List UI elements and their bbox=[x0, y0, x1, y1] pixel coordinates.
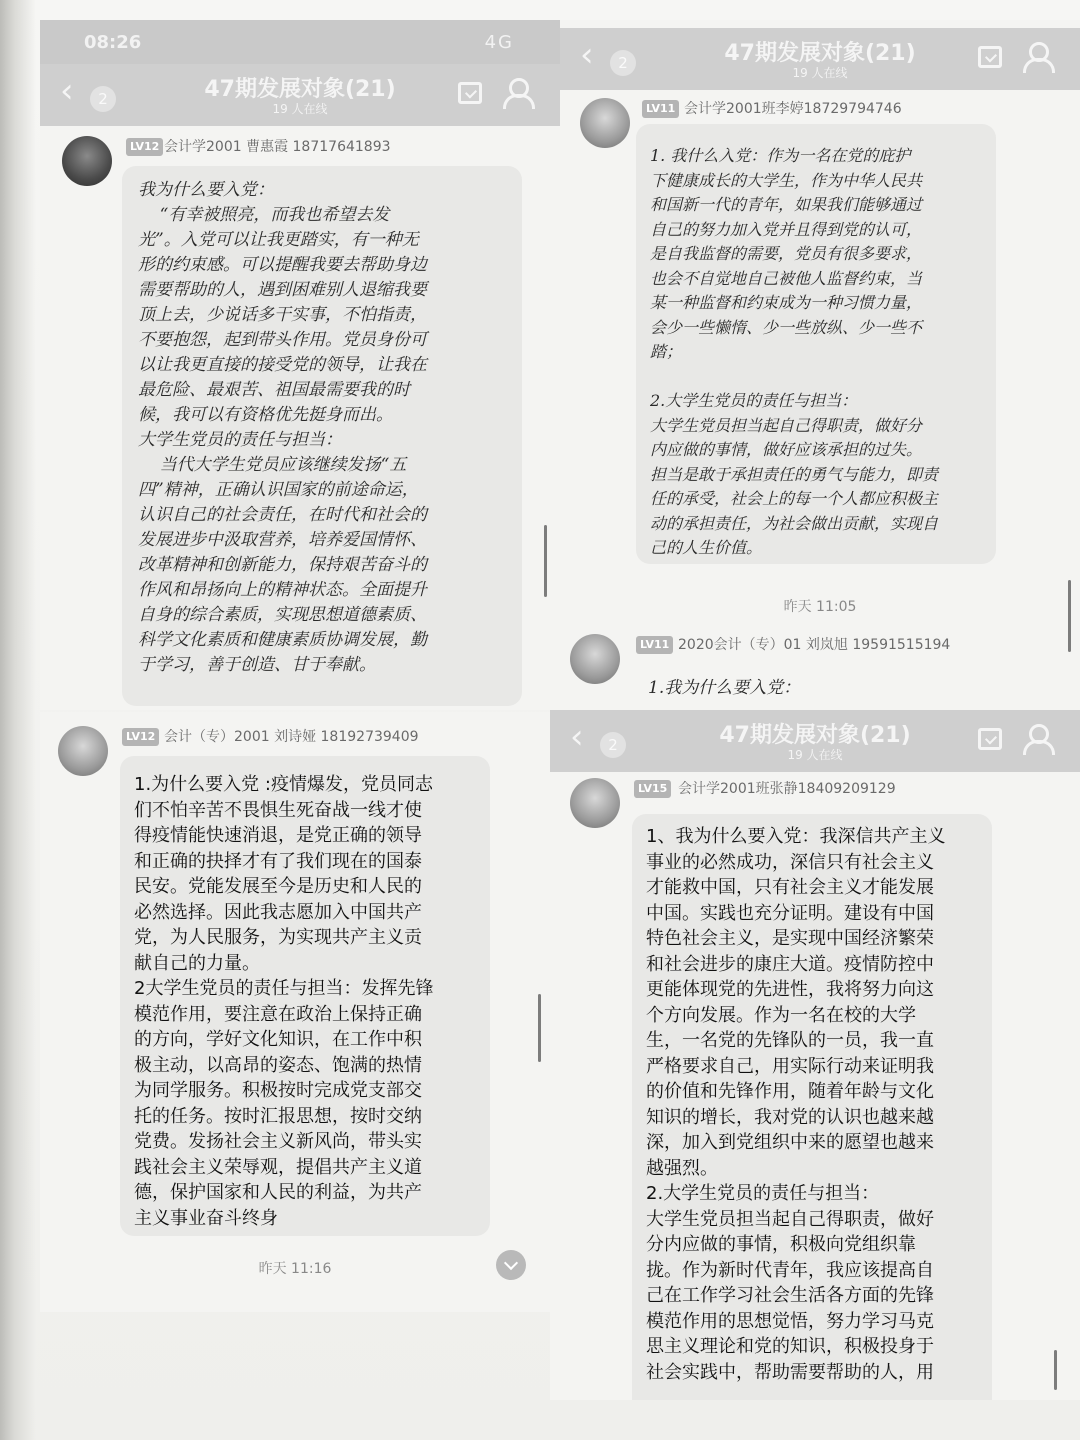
scrollbar-thumb[interactable] bbox=[538, 994, 541, 1062]
level-badge: LV12 bbox=[126, 138, 163, 156]
message-bubble[interactable] bbox=[636, 124, 996, 564]
scrollbar-thumb[interactable] bbox=[1068, 580, 1071, 652]
level-badge: LV11 bbox=[636, 636, 673, 654]
message-text: 1. 我什么入党：作为一名在党的庇护 下健康成长的大学生，作为中华人民共 和国新一代的青年，如果我们能够通过 自己的努力加入党并且得到党的认可， 是自我监督的需要，党员有很多要求， 也会不自觉地自己被他人监督约束，当 某一种监督和约束成为一种习惯力量， 会少一些懒惰、少一些放纵、少一些不 踏； 2.大学生党员的责任与担当： 大学生党员担当起自己得职责，做好分 内应做的事情，做好应该承担的过失。 担当是敢于承担责任的勇气与能力，即责 任的承受，社会上的每一个人都应积极主 动的承担责任，为社会做出贡献，实现自 己的人生价值。 bbox=[650, 146, 939, 557]
sender-name: 会计学2001班李婷18729794746 bbox=[684, 101, 902, 117]
avatar[interactable] bbox=[570, 634, 620, 684]
message-timestamp: 昨天 11:05 bbox=[783, 599, 857, 615]
avatar[interactable] bbox=[580, 98, 630, 148]
message-bubble[interactable] bbox=[632, 814, 992, 1400]
sender-name: 会计（专）2001 刘诗娅 18192739409 bbox=[164, 729, 419, 745]
back-icon[interactable]: ‹ bbox=[580, 35, 594, 75]
status-signal: 4G bbox=[484, 32, 514, 53]
scrollbar-thumb[interactable] bbox=[544, 525, 547, 597]
message-bubble[interactable] bbox=[120, 756, 490, 1236]
unread-badge: 2 bbox=[90, 86, 116, 112]
calendar-check-icon[interactable] bbox=[978, 46, 1002, 68]
page-edge-shadow bbox=[0, 0, 36, 1440]
back-icon[interactable]: ‹ bbox=[60, 71, 74, 111]
back-icon[interactable]: ‹ bbox=[570, 717, 584, 757]
screenshot-4 bbox=[550, 700, 1080, 1400]
scroll-down-icon[interactable] bbox=[496, 1250, 526, 1280]
online-count: 19 人在线 bbox=[787, 748, 843, 762]
level-badge: LV11 bbox=[642, 100, 679, 118]
chat-header bbox=[550, 710, 1080, 772]
group-members-icon[interactable] bbox=[1020, 40, 1054, 74]
message-text: 我为什么要入党： “有幸被照亮，而我也希望去发 光”。入党可以让我更踏实，有一种无 形的约束感。可以提醒我要去帮助身边 需要帮助的人，遇到困难别人退缩我要 顶上去，少说话多干实事，不怕指责， 不要抱怨，起到带头作用。党员身份可 以让我更直接的接受党的领导，让我在 最危险、最艰苦、祖国最需要我的时 候，我可以有资格优先挺身而出。 大学生党员的责任与担当： 当代大学生党员应该继续发扬“五 四”精神，正确认识国家的前途命运， 认识自己的社会责任，在时代和社会的 发展进步中汲取营养，培养爱国情怀、 改革精神和创新能力，保持艰苦奋斗的 作风和昂扬向上的精神状态。全面提升 自身的综合素质，实现思想道德素质、 科学文化素质和健康素质协调发展，勤 于学习，善于创造、甘于奉献。 bbox=[138, 180, 427, 675]
message-text: 1、我为什么要入党：我深信共产主义 事业的必然成功，深信只有社会主义 才能救中国，只有社会主义才能发展 中国。实践也充分证明。建设有中国 特色社会主义，是实现中国经济繁荣 和社会进步的康庄大道。疫情防控中 更能体现党的先进性，我将努力向这 个方向发展。作为一名在校的大学 生，一名党的先锋队的一员，我一直 严格要求自己，用实际行动来证明我 的价值和先锋作用，随着年龄与文化 知识的增长，我对党的认识也越来越 深，加入到党组织中来的愿望也越来 越强烈。 2.大学生党员的责任与担当： 大学生党员担当起自己得职责，做好 分内应做的事情，积极向党组织靠 拢。作为新时代青年，我应该提高自 己在工作学习社会生活各方面的先锋 模范作用的思想觉悟，努力学习马克 思主义理论和党的知识，积极投身于 社会实践中，帮助需要帮助的人，用 bbox=[646, 826, 946, 1383]
chat-header bbox=[40, 64, 560, 126]
level-badge: LV12 bbox=[122, 728, 159, 746]
chat-title: 47期发展对象(21) bbox=[719, 723, 911, 748]
chat-title: 47期发展对象(21) bbox=[724, 41, 916, 66]
online-count: 19 人在线 bbox=[792, 66, 848, 80]
scrollbar-thumb[interactable] bbox=[1054, 1350, 1057, 1390]
unread-badge: 2 bbox=[600, 732, 626, 758]
chat-header bbox=[560, 28, 1080, 90]
status-bar bbox=[40, 20, 560, 64]
message-bubble[interactable] bbox=[122, 166, 522, 706]
group-members-icon[interactable] bbox=[1020, 722, 1054, 756]
message-text-preview: 1.我为什么要入党： bbox=[648, 678, 801, 698]
sender-name: 会计学2001班张静18409209129 bbox=[678, 781, 896, 797]
screenshot-2 bbox=[560, 20, 1080, 710]
online-count: 19 人在线 bbox=[272, 102, 328, 116]
message-text: 1.为什么要入党 :疫情爆发，党员同志 们不怕辛苦不畏惧生死奋战一线才使 得疫情能快速消退，是党正确的领导 和正确的抉择才有了我们现在的国泰 民安。党能发展至今是历史和人民的 必然选择。因此我志愿加入中国共产 党，为人民服务，为实现共产主义贡 献自己的力量。 2大学生党员的责任与担当：发挥先锋 模范作用，要注意在政治上保持正确 的方向，学好文化知识，在工作中积 极主动，以高昂的姿态、饱满的热情 为同学服务。积极按时完成党支部交 托的任务。按时汇报思想，按时交纳 党费。发扬社会主义新风尚，带头实 践社会主义荣辱观，提倡共产主义道 德，保护国家和人民的利益，为共产 主义事业奋斗终身 bbox=[134, 774, 434, 1229]
avatar[interactable] bbox=[62, 136, 112, 186]
unread-badge: 2 bbox=[610, 50, 636, 76]
status-time: 08:26 bbox=[84, 32, 142, 53]
message-header bbox=[560, 634, 1080, 704]
calendar-check-icon[interactable] bbox=[458, 82, 482, 104]
sender-name: 2020会计（专）01 刘岚旭 19591515194 bbox=[678, 637, 951, 653]
group-members-icon[interactable] bbox=[500, 76, 534, 110]
message-timestamp: 昨天 11:16 bbox=[258, 1261, 332, 1277]
sender-name: 会计学2001 曹惠霞 18717641893 bbox=[164, 139, 391, 155]
calendar-check-icon[interactable] bbox=[978, 728, 1002, 750]
screenshot-3 bbox=[40, 712, 550, 1312]
screenshot-1 bbox=[40, 20, 560, 710]
avatar[interactable] bbox=[58, 726, 108, 776]
level-badge: LV15 bbox=[634, 780, 671, 798]
chat-title: 47期发展对象(21) bbox=[204, 77, 396, 102]
avatar[interactable] bbox=[570, 778, 620, 828]
